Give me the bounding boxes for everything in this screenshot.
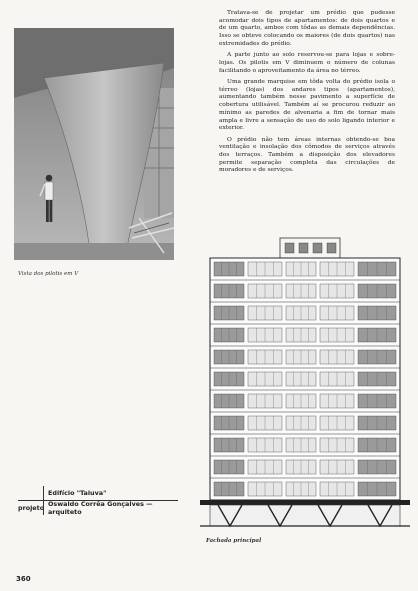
paragraph-3: Uma grande marquise em tôda volta do prédio isola o térreo (lojas) dos andares tipos (apartamentos), aumentando também nesse pavimento a superfície de cobertura utilisável. Também aí se procurou reduzir ao mínimo as paredes de alvenaria a fim de tornar mais ampla e livre a sensação de uso do solo ligando interior e exterior. [219,79,395,132]
facade-drawing [200,228,410,532]
paragraph-1: Tratava-se de projetar um prédio que pudesse acomodar dois tipos de apartamentos: de dois quartos e de um quarto, ambos com tôdas as demais dependências. Isso se obteve colocando os maiores (de dois quartos) nas extremidades do prédio. [219,10,395,47]
paragraph-4: O prédio não tem áreas internas obtendo-se boa ventilação e insolação dos cômodos de serviços através dos terraços. Também a disposição dos elevadores permite separação completa das circulações de moradores e de serviços. [219,136,395,174]
facade-elevation-illustration [200,228,410,532]
project-label: projeto [18,504,45,512]
paragraph-2: A parte junto ao solo reservou-se para lojas e sobre-lojas. Os pilotis em V diminuem o número de colunas facilitando o aproveitamento da área no térreo. [219,52,395,74]
body-text [219,10,395,179]
page-number: 360 [16,575,31,583]
credits-block [18,486,178,515]
pilotis-photo [14,28,174,260]
pilotis-photo-illustration [14,28,174,260]
credit-project-row [18,501,178,515]
architect-name: Oswaldo Corrêa Gonçalves — arquiteto [43,501,178,515]
facade-caption: Fachada principal [206,538,262,544]
building-name: Edifício "Taiuva" [43,486,106,501]
photo-caption: Vista dos pilotis em V [18,271,79,277]
credit-building-row [18,486,178,501]
